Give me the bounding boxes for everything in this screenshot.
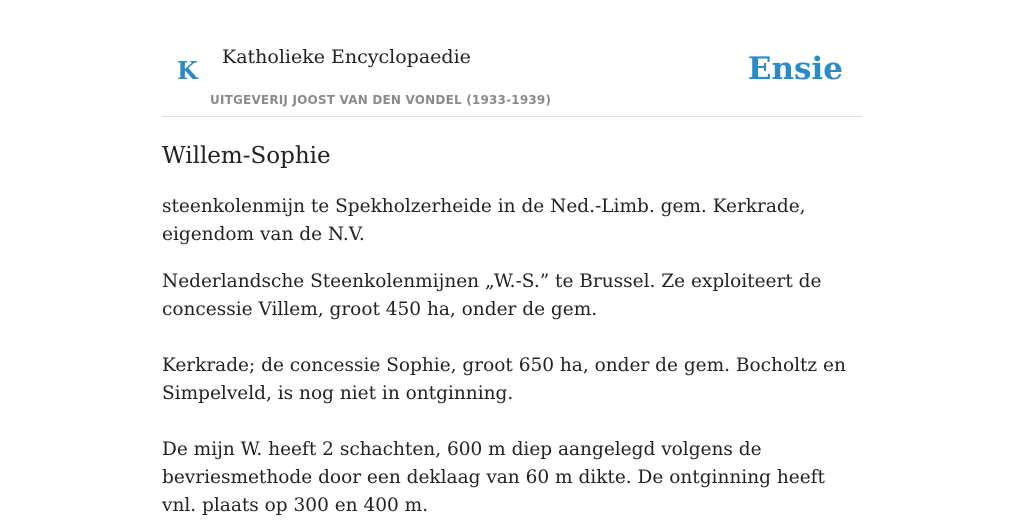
entry-paragraph: De mijn W. heeft 2 schachten, 600 m diep aangelegd volgens de bevriesmethode door een deklaag van 60 m dikte. De ontginning heeft vnl. plaats op 300 en 400 m. — [162, 439, 825, 516]
book-title[interactable]: Katholieke Encyclopaedie — [222, 46, 471, 68]
page-container — [162, 0, 862, 520]
entry-paragraph: Nederlandsche Steenkolenmijnen „W.-S.” te Brussel. Ze exploiteert de concessie Villem, groot 450 ha, onder de gem. — [162, 271, 822, 320]
entry-title: Willem-Sophie — [162, 143, 331, 169]
entry-paragraph: Kerkrade; de concessie Sophie, groot 650 ha, onder de gem. Bocholtz en Simpelveld, is nog niet in ontginning. — [162, 355, 846, 404]
encyclopedia-logo[interactable]: K — [177, 56, 198, 85]
ensie-logo[interactable]: Ensie — [747, 51, 843, 87]
publisher-label: UITGEVERIJ JOOST VAN DEN VONDEL (1933-1939) — [210, 93, 552, 107]
entry-paragraph: steenkolenmijn te Spekholzerheide in de Ned.-Limb. gem. Kerkrade, eigendom van de N.V. — [162, 196, 806, 245]
site-header — [162, 0, 862, 117]
